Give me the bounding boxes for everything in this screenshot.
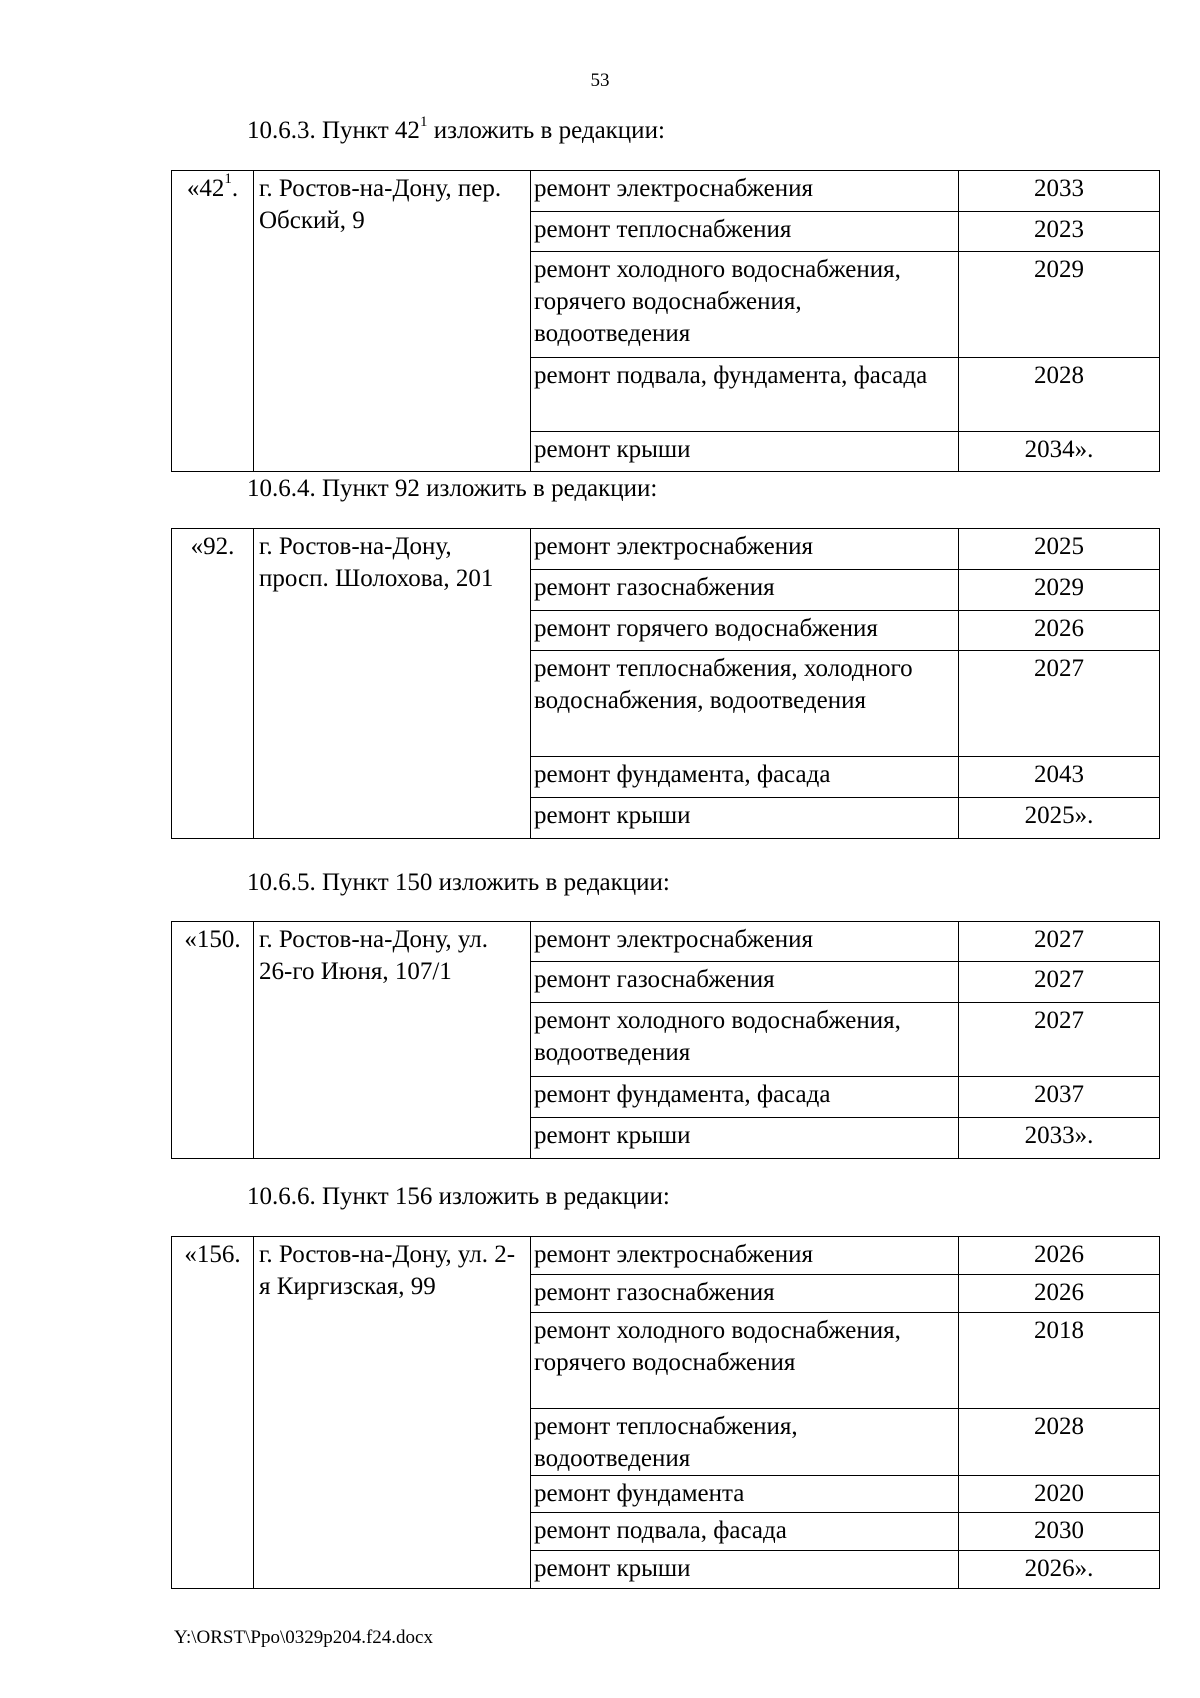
item-number-cell: «$42^1$. xyxy=(172,171,254,472)
item-number-cell: «92. xyxy=(172,529,254,839)
item-number-cell: «156. xyxy=(172,1237,254,1589)
heading-text-suffix: изложить в редакции: xyxy=(427,117,665,144)
year-cell: 2034». xyxy=(959,432,1160,472)
work-cell: ремонт газоснабжения xyxy=(531,570,959,611)
table-row xyxy=(172,171,1160,212)
work-cell: ремонт крыши xyxy=(531,1551,959,1589)
work-cell: ремонт теплоснабжения, холодного водоснабжения, водоотведения xyxy=(531,651,959,757)
schedule-table-150 xyxy=(171,921,1160,1159)
schedule-table-156 xyxy=(171,1236,1160,1589)
address-cell: г. Ростов-на-Дону, ул. 26-го Июня, 107/1 xyxy=(254,922,531,1159)
table-row xyxy=(172,922,1160,962)
work-cell: ремонт теплоснабжения, водоотведения xyxy=(531,1409,959,1476)
year-cell: 2027 xyxy=(959,1003,1160,1077)
work-cell: ремонт крыши xyxy=(531,1118,959,1159)
item-number-cell: «150. xyxy=(172,922,254,1159)
table-row xyxy=(172,1237,1160,1275)
work-cell: ремонт подвала, фундамента, фасада xyxy=(531,358,959,432)
work-cell: ремонт электроснабжения xyxy=(531,529,959,570)
year-cell: 2018 xyxy=(959,1313,1160,1409)
work-cell: ремонт теплоснабжения xyxy=(531,212,959,252)
year-cell: 2026». xyxy=(959,1551,1160,1589)
year-cell: 2026 xyxy=(959,1237,1160,1275)
work-cell: ремонт фундамента, фасада xyxy=(531,757,959,798)
section-heading-10-6-4: 10.6.4. Пункт 92 изложить в редакции: xyxy=(247,475,658,502)
year-cell: 2023 xyxy=(959,212,1160,252)
year-cell: 2033 xyxy=(959,171,1160,212)
year-cell: 2025 xyxy=(959,529,1160,570)
work-cell: ремонт электроснабжения xyxy=(531,1237,959,1275)
work-cell: ремонт газоснабжения xyxy=(531,962,959,1003)
work-cell: ремонт электроснабжения xyxy=(531,171,959,212)
table-row xyxy=(172,529,1160,570)
year-cell: 2027 xyxy=(959,962,1160,1003)
year-cell: 2029 xyxy=(959,570,1160,611)
year-cell: 2030 xyxy=(959,1513,1160,1551)
section-heading-10-6-5: 10.6.5. Пункт 150 изложить в редакции: xyxy=(247,869,670,896)
page-number: 53 xyxy=(590,70,610,91)
year-cell: 2037 xyxy=(959,1077,1160,1118)
address-cell: г. Ростов-на-Дону, просп. Шолохова, 201 xyxy=(254,529,531,839)
year-cell: 2026 xyxy=(959,611,1160,651)
year-cell: 2029 xyxy=(959,252,1160,358)
work-cell: ремонт холодного водоснабжения, горячего водоснабжения, водоотведения xyxy=(531,252,959,358)
work-cell: ремонт фундамента xyxy=(531,1476,959,1513)
work-cell: ремонт фундамента, фасада xyxy=(531,1077,959,1118)
work-cell: ремонт электроснабжения xyxy=(531,922,959,962)
year-cell: 2027 xyxy=(959,651,1160,757)
work-cell: ремонт подвала, фасада xyxy=(531,1513,959,1551)
document-file-path: Y:\ORST\Ppo\0329p204.f24.docx xyxy=(174,1627,433,1648)
year-cell: 2026 xyxy=(959,1275,1160,1313)
year-cell: 2025». xyxy=(959,798,1160,839)
year-cell: 2028 xyxy=(959,358,1160,432)
year-cell: 2020 xyxy=(959,1476,1160,1513)
work-cell: ремонт холодного водоснабжения, водоотведения xyxy=(531,1003,959,1077)
year-cell: 2027 xyxy=(959,922,1160,962)
year-cell: 2043 xyxy=(959,757,1160,798)
work-cell: ремонт холодного водоснабжения, горячего водоснабжения xyxy=(531,1313,959,1409)
year-cell: 2033». xyxy=(959,1118,1160,1159)
section-heading-10-6-3 xyxy=(247,114,665,145)
address-cell: г. Ростов-на-Дону, ул. 2-я Киргизская, 99 xyxy=(254,1237,531,1589)
schedule-table-92 xyxy=(171,528,1160,839)
heading-superscript: 1 xyxy=(419,114,428,130)
heading-text: 10.6.3. Пункт 42 xyxy=(247,117,420,144)
work-cell: ремонт крыши xyxy=(531,432,959,472)
schedule-table-42-1 xyxy=(171,170,1160,472)
work-cell: ремонт крыши xyxy=(531,798,959,839)
address-cell: г. Ростов-на-Дону, пер. Обский, 9 xyxy=(254,171,531,472)
work-cell: ремонт горячего водоснабжения xyxy=(531,611,959,651)
work-cell: ремонт газоснабжения xyxy=(531,1275,959,1313)
year-cell: 2028 xyxy=(959,1409,1160,1476)
section-heading-10-6-6: 10.6.6. Пункт 156 изложить в редакции: xyxy=(247,1183,670,1210)
